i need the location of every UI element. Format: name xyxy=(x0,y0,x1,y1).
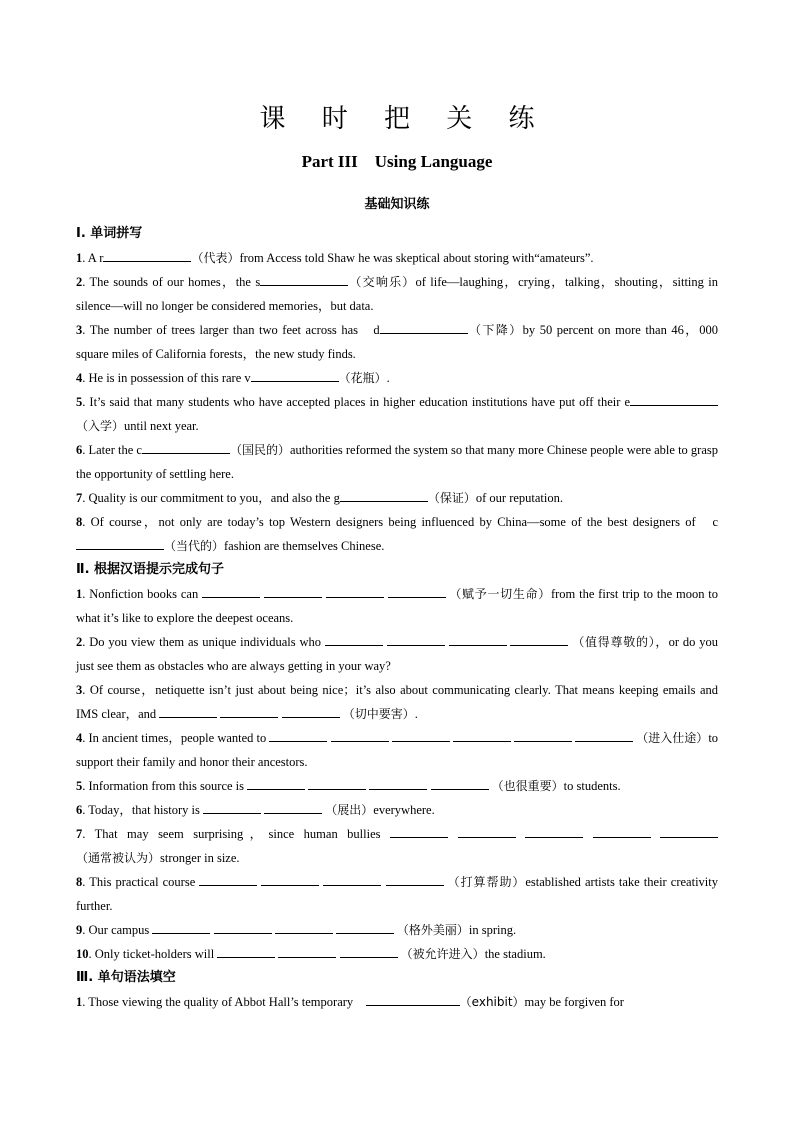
item-number: 2 xyxy=(76,635,83,649)
exercise-item xyxy=(76,366,718,390)
exercise-item xyxy=(76,990,718,1014)
chinese-hint: （打算帮助） xyxy=(447,875,526,889)
exercise-item xyxy=(76,630,718,678)
answer-blank[interactable] xyxy=(326,583,384,598)
item-number: 2 xyxy=(76,275,83,289)
chinese-hint: （保证） xyxy=(427,491,476,505)
answer-blank[interactable] xyxy=(390,823,448,838)
item-text-after: of our reputation. xyxy=(475,491,564,505)
exercise-item xyxy=(76,246,718,270)
item-text-after: may be forgiven for xyxy=(524,995,624,1009)
answer-blank[interactable] xyxy=(340,487,428,502)
page-subtitle: Part III Using Language xyxy=(301,152,493,171)
exercise-item xyxy=(76,510,718,558)
answer-blank[interactable] xyxy=(261,871,319,886)
answer-blank[interactable] xyxy=(260,271,348,286)
item-text-after: from the first trip to the moon to what it’s like to explore the deepest oceans. xyxy=(76,587,718,625)
answer-blank[interactable] xyxy=(269,727,327,742)
section-group-title: 基础知识练 xyxy=(364,197,430,212)
chinese-hint: （交响乐） xyxy=(348,275,416,289)
chinese-hint: （值得尊敬的） xyxy=(572,635,656,649)
answer-blank[interactable] xyxy=(431,775,489,790)
answer-blank[interactable] xyxy=(525,823,583,838)
answer-blank[interactable] xyxy=(103,247,191,262)
exercise-item xyxy=(76,942,718,966)
answer-blank[interactable] xyxy=(323,871,381,886)
blank-start-letter: e xyxy=(624,395,630,409)
exercise-item xyxy=(76,774,718,798)
item-number: 8 xyxy=(76,515,83,529)
answer-blank[interactable] xyxy=(202,583,260,598)
item-text-before: . It’s said that many students who have accepted places in higher education institutions have put off their xyxy=(82,395,625,409)
item-text-after: everywhere. xyxy=(373,803,435,817)
item-text-before: . Our campus xyxy=(82,923,150,937)
exercise-item xyxy=(76,726,718,774)
answer-blank[interactable] xyxy=(220,703,278,718)
chinese-hint: （切中要害） xyxy=(342,707,415,721)
answer-blank[interactable] xyxy=(331,727,389,742)
answer-blank[interactable] xyxy=(264,799,322,814)
answer-blank[interactable] xyxy=(593,823,651,838)
answer-blank[interactable] xyxy=(458,823,516,838)
exercise-item xyxy=(76,918,718,942)
item-text-before: . Today，that history is xyxy=(82,803,200,817)
exercise-item xyxy=(76,486,718,510)
exercise-content xyxy=(76,222,718,1014)
item-text-after: to support their family and honor their ancestors. xyxy=(76,731,719,769)
item-text-after: of life—laughing，crying，talking，shouting，sitting in silence—will no longer be considered memories，but data. xyxy=(76,275,718,313)
answer-blank[interactable] xyxy=(660,823,718,838)
item-text-after: . xyxy=(386,371,390,385)
item-number: 5 xyxy=(76,395,83,409)
item-number: 4 xyxy=(76,371,83,385)
exercise-item xyxy=(76,870,718,918)
blank-start-letter: v xyxy=(244,371,251,385)
item-text-after: established artists take their creativity further. xyxy=(76,875,718,913)
answer-blank[interactable] xyxy=(76,535,164,550)
answer-blank[interactable] xyxy=(340,943,398,958)
item-text-before: . Later the xyxy=(82,443,137,457)
chinese-hint: （被允许进入） xyxy=(400,947,485,961)
chinese-hint: （代表） xyxy=(191,251,240,265)
answer-blank[interactable] xyxy=(308,775,366,790)
item-number: 6 xyxy=(76,803,83,817)
answer-blank[interactable] xyxy=(275,919,333,934)
item-text-before: . Of course，not only are today’s top Western designers being influenced by China—some of the best designers of xyxy=(82,515,713,529)
exercise-item xyxy=(76,390,718,438)
answer-blank[interactable] xyxy=(251,367,339,382)
item-text-after: to students. xyxy=(563,779,621,793)
section-heading: Ⅱ. 根据汉语提示完成句子 xyxy=(76,562,225,577)
answer-blank[interactable] xyxy=(142,439,230,454)
item-number: 1 xyxy=(76,587,83,601)
item-text-after: until next year. xyxy=(124,419,199,433)
exercise-item xyxy=(76,582,718,630)
item-text-before: . Of course，netiquette isn’t just about being nice；it’s also about communicating clearly. That means keeping emails and IMS clear，and xyxy=(76,683,718,721)
answer-blank[interactable] xyxy=(630,391,718,406)
chinese-hint: （格外美丽） xyxy=(396,923,469,937)
item-text-before: . Do you view them as unique individuals who xyxy=(82,635,322,649)
item-text-after: . xyxy=(414,707,418,721)
chinese-hint: （exhibit） xyxy=(459,995,525,1009)
answer-blank[interactable] xyxy=(366,991,460,1006)
item-text-before: . This practical course xyxy=(82,875,196,889)
item-text-after: stronger in size. xyxy=(160,851,240,865)
item-text-before: . Nonfiction books can xyxy=(82,587,199,601)
answer-blank[interactable] xyxy=(152,919,210,934)
item-number: 1 xyxy=(76,995,83,1009)
answer-blank[interactable] xyxy=(159,703,217,718)
section-heading: Ⅲ. 单句语法填空 xyxy=(76,970,176,985)
blank-start-letter: r xyxy=(99,251,104,265)
item-number: 1 xyxy=(76,251,83,265)
chinese-hint: （当代的） xyxy=(164,539,225,553)
answer-blank[interactable] xyxy=(282,703,340,718)
item-text-before: . Those viewing the quality of Abbot Hall’s temporary xyxy=(82,995,354,1009)
item-text-before: . In ancient times，people wanted to xyxy=(82,731,267,745)
blank-start-letter: s xyxy=(255,275,261,289)
item-number: 3 xyxy=(76,323,83,337)
item-text-after: from Access told Shaw he was skeptical about storing with“amateurs”. xyxy=(239,251,594,265)
item-text-before: . Only ticket-holders will xyxy=(88,947,215,961)
answer-blank[interactable] xyxy=(387,631,445,646)
chinese-hint: （下降） xyxy=(467,323,523,337)
answer-blank[interactable] xyxy=(514,727,572,742)
chinese-hint: （国民的） xyxy=(229,443,290,457)
item-text-before: . The number of trees larger than two feet across has xyxy=(82,323,374,337)
answer-blank[interactable] xyxy=(264,583,322,598)
chinese-hint: （通常被认为） xyxy=(76,851,161,865)
answer-blank[interactable] xyxy=(380,319,468,334)
exercise-item xyxy=(76,318,718,366)
item-number: 5 xyxy=(76,779,83,793)
page-title: 课 时 把 关 练 xyxy=(259,104,549,134)
answer-blank[interactable] xyxy=(325,631,383,646)
chinese-hint: （入学） xyxy=(76,419,125,433)
answer-blank[interactable] xyxy=(247,775,305,790)
item-text-after: in spring. xyxy=(468,923,517,937)
answer-blank[interactable] xyxy=(453,727,511,742)
exercise-item xyxy=(76,822,718,870)
blank-start-letter: c xyxy=(136,443,142,457)
exercise-item xyxy=(76,270,718,318)
exercise-item xyxy=(76,438,718,486)
item-number: 10 xyxy=(76,947,89,961)
answer-blank[interactable] xyxy=(278,943,336,958)
chinese-hint: （花瓶） xyxy=(338,371,387,385)
answer-blank[interactable] xyxy=(369,775,427,790)
blank-start-letter: c xyxy=(712,515,718,529)
item-text-before: . Information from this source is xyxy=(82,779,245,793)
item-text-before: . That may seem surprising，since human bullies xyxy=(82,827,381,841)
chinese-hint: （展出） xyxy=(325,803,374,817)
blank-start-letter: g xyxy=(333,491,340,505)
item-text-before: . The sounds of our homes，the xyxy=(82,275,256,289)
section-heading: Ⅰ. 单词拼写 xyxy=(76,226,143,241)
item-text-before: . Quality is our commitment to you，and also the xyxy=(82,491,334,505)
exercise-item xyxy=(76,798,718,822)
exercise-item xyxy=(76,678,718,726)
item-text-before: . A xyxy=(82,251,100,265)
item-text-after: the stadium. xyxy=(484,947,546,961)
answer-blank[interactable] xyxy=(392,727,450,742)
answer-blank[interactable] xyxy=(199,871,257,886)
item-text-after: authorities reformed the system so that many more Chinese people were able to grasp the opportunity of settling here. xyxy=(76,443,718,481)
answer-blank[interactable] xyxy=(575,727,633,742)
chinese-hint: （也很重要） xyxy=(491,779,564,793)
item-number: 3 xyxy=(76,683,83,697)
item-number: 9 xyxy=(76,923,83,937)
answer-blank[interactable] xyxy=(217,943,275,958)
item-text-before: . He is in possession of this rare xyxy=(82,371,245,385)
item-number: 7 xyxy=(76,491,83,505)
blank-start-letter: d xyxy=(373,323,380,337)
answer-blank[interactable] xyxy=(386,871,444,886)
answer-blank[interactable] xyxy=(214,919,272,934)
item-number: 8 xyxy=(76,875,83,889)
answer-blank[interactable] xyxy=(203,799,261,814)
answer-blank[interactable] xyxy=(336,919,394,934)
item-number: 7 xyxy=(76,827,83,841)
answer-blank[interactable] xyxy=(449,631,507,646)
answer-blank[interactable] xyxy=(388,583,446,598)
item-number: 6 xyxy=(76,443,83,457)
answer-blank[interactable] xyxy=(510,631,568,646)
item-text-after: fashion are themselves Chinese. xyxy=(224,539,385,553)
chinese-hint: （进入仕途） xyxy=(636,731,709,745)
chinese-hint: （赋予一切生命） xyxy=(449,587,551,601)
item-number: 4 xyxy=(76,731,83,745)
item-text-after: by 50 percent on more than 46，000 square miles of California forests，the new study finds. xyxy=(76,323,718,361)
item-text-after: ，or do you just see them as obstacles who are always getting in your way? xyxy=(76,635,719,673)
